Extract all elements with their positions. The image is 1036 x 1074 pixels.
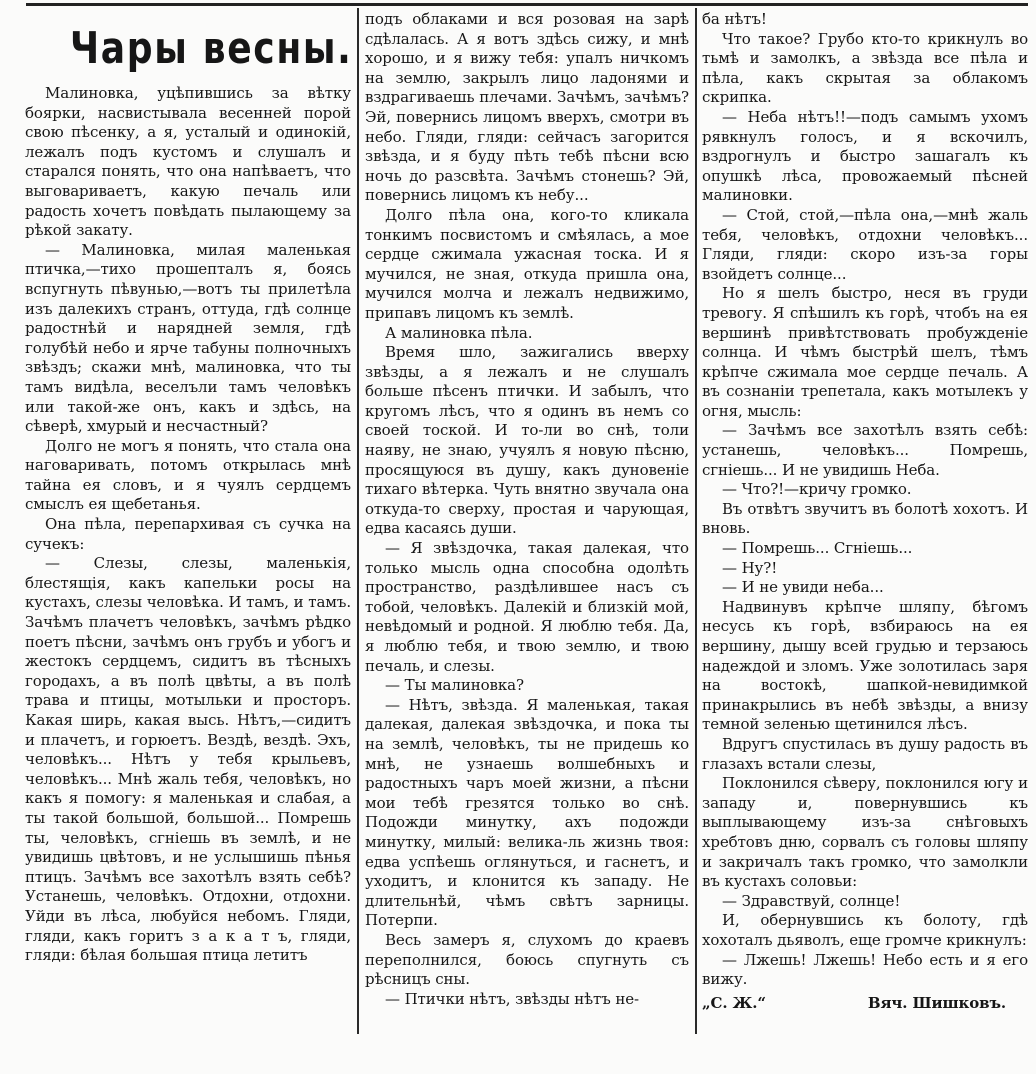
top-rule (26, 3, 1028, 6)
paragraph: Вдругъ спустилась въ душу радость въ глазахъ встали слезы, (702, 734, 1028, 773)
signature-initials: „С. Ж.“ (702, 993, 766, 1012)
article-column-3 (702, 10, 1028, 1013)
paragraph: Долго не могъ я понять, что стала она наговаривать, потомъ открылась мнѣ тайна ея словъ, и я чуялъ сердцемъ смыслъ ея щебетанья. (25, 436, 351, 514)
paragraph: — Ну?! (722, 558, 778, 577)
column-divider (357, 8, 359, 1034)
paragraph: — Зачѣмъ все захотѣлъ взять себѣ: устанешь, человѣкъ... Помрешь, сгнiешь... И не увидишь Неба. (702, 421, 1028, 479)
paragraph: — Ты малиновка? (385, 676, 524, 695)
article-column-2 (365, 10, 689, 1009)
article-column-1 (25, 20, 351, 966)
paragraph: — Нѣтъ, звѣзда. Я маленькая, такая далекая, далекая звѣздочка, и пока ты на землѣ, человѣкъ, ты не придешь ко мнѣ, не узнаешь волшебныхъ и радостныхъ чаръ моей жизни, а пѣсни мои тебѣ грезятся только во снѣ. Подожди минутку, ахъ подожди минутку, милый: велика-ль жизнь твоя: едва успѣешь оглянуться, и гаснетъ, и уходитъ, и клонится къ западу. Не длительнѣй, чѣмъ свѣтъ зарницы. Потерпи. (365, 695, 689, 930)
author-name: Вяч. Шишковъ. (867, 993, 1006, 1012)
paragraph: — Птички нѣтъ, звѣзды нѣтъ не- (385, 989, 640, 1008)
paragraph: — Лжешь! Лжешь! Небо есть и я его вижу. (702, 950, 1028, 989)
paragraph: Но я шелъ быстро, неся въ груди тревогу. Я спѣшилъ къ горѣ, чтобъ на ея вершинѣ привѣтствовать пробужденiе солнца. И чѣмъ быстрѣй шелъ, тѣмъ крѣпче сжимала мое сердце печаль. А въ сознанiи трепетала, какъ мотылекъ у огня, мысль: (702, 284, 1028, 420)
paragraph: И, обернувшись къ болоту, гдѣ хохоталъ дьяволъ, еще громче крикнулъ: (702, 911, 1028, 949)
paragraph: — Помрешь... Сгнiешь... (722, 539, 913, 558)
paragraph: — Слезы, слезы, маленькiя, блестящiя, какъ капельки росы на кустахъ, слезы человѣка. И тамъ, и тамъ. Зачѣмъ плачетъ человѣкъ, зачѣмъ рѣдко поетъ пѣсни, зачѣмъ онъ грубъ и убогъ и жестокъ сердцемъ, сидитъ въ тѣсныхъ городахъ, а въ полѣ цвѣты, а въ полѣ трава и птицы, мотыльки и просторъ. Какая ширь, какая высь. Нѣтъ,—сидитъ и плачетъ, и горюетъ. Вездѣ, вездѣ. Эхъ, человѣкъ... Нѣтъ у тебя крыльевъ, человѣкъ... Мнѣ жаль тебя, человѣкъ, но какъ я помогу: я маленькая и слабая, а ты такой большой, большой... Помрешь ты, человѣкъ, сгнiешь въ землѣ, и не увидишь цвѣтовъ, и не услышишь пѣнья птицъ. Зачѣмъ все захотѣлъ взять себѣ? Устанешь, человѣкъ. Отдохни, отдохни. Уйди въ лѣса, любуйся небомъ. Гляди, гляди, какъ горитъ з а к а т ъ, гляди, гляди: бѣлая большая птица летитъ (25, 554, 351, 965)
paragraph: — Здравствуй, солнце! (722, 891, 901, 910)
paragraph: Что такое? Грубо кто-то крикнулъ во тьмѣ и замолкъ, а звѣзда все пѣла и пѣла, какъ скрытая за облакомъ скрипка. (702, 29, 1028, 107)
paragraph: Долго пѣла она, кого-то кликала тонкимъ посвистомъ и смѣялась, а мое сердце сжимала ужасная тоска. И я мучился, не зная, откуда пришла она, мучился молча и лежалъ недвижимо, припавъ лицомъ къ землѣ. (365, 205, 689, 322)
paragraph: подъ облаками и вся розовая на зарѣ сдѣлалась. А я вотъ здѣсь сижу, и мнѣ хорошо, и я вижу тебя: упалъ ничкомъ на землю, закрылъ лицо ладонями и вздрагиваешь плечами. Зачѣмъ, зачѣмъ? Эй, повернись лицомъ вверхъ, смотри въ небо. Гляди, гляди: сейчасъ загорится звѣзда, и я буду пѣть тебѣ пѣсни всю ночь до разсвѣта. Зачѣмъ стонешь? Эй, повернись лицомъ къ небу... (365, 10, 689, 205)
paragraph: Поклонился сѣверу, поклонился югу и западу и, повернувшись къ выплывающему изъ-за снѣговыхъ хребтовъ дню, сорвалъ съ головы шляпу и закричалъ такъ громко, что замолкли въ кустахъ соловьи: (702, 774, 1028, 891)
paragraph: А малиновка пѣла. (385, 323, 533, 342)
paragraph: — Что?!—кричу громко. (722, 480, 912, 499)
article-title: Чары весны. (70, 23, 353, 74)
paragraph: — Стой, стой,—пѣла она,—мнѣ жаль тебя, человѣкъ, отдохни человѣкъ... Гляди, гляди: скоро изъ-за горы взойдетъ солнце... (702, 205, 1028, 283)
paragraph: ба нѣтъ! (702, 10, 767, 28)
signature-line (702, 994, 1028, 1014)
paragraph: — И не увиди неба... (722, 578, 884, 597)
paragraph: Въ отвѣтъ звучитъ въ болотѣ хохотъ. И вновь. (702, 499, 1028, 538)
paragraph: Время шло, зажигались вверху звѣзды, а я лежалъ и не слушалъ больше пѣсенъ птички. И забылъ, что кругомъ лѣсъ, что я одинъ въ немъ со своей тоской. И то-ли во снѣ, толи наяву, не знаю, учуялъ я новую пѣсню, просящуюся въ душу, какъ дуновенiе тихаго вѣтерка. Чуть внятно звучала она откуда-то сверху, простая и чарующая, едва касаясь души. (365, 343, 689, 538)
paragraph: Она пѣла, перепархивая съ сучка на сучекъ: (25, 515, 351, 553)
paragraph: Малиновка, уцѣпившись за вѣтку боярки, насвистывала весенней порой свою пѣсенку, а я, усталый и одинокiй, лежалъ подъ кустомъ и слушалъ и старался понять, что она напѣваетъ, что выговариваетъ, какую печаль или радость хочетъ повѣдать пылающему за рѣкой закату. (25, 84, 351, 240)
paragraph: Весь замеръ я, слухомъ до краевъ переполнился, боюсь спугнуть съ рѣсницъ сны. (365, 930, 689, 989)
paragraph: Надвинувъ крѣпче шляпу, бѣгомъ несусь къ горѣ, взбираюсь на ея вершину, дышу всей грудью и терзаюсь надеждой и зломъ. Уже золотилась заря на востокѣ, шапкой-невидимкой принакрылись въ небѣ звѣзды, а внизу темной зеленью щетинился лѣсъ. (702, 597, 1028, 734)
paragraph: — Малиновка, милая маленькая птичка,—тихо прошепталъ я, боясь вспугнуть пѣвунью,—вотъ ты прилетѣла изъ далекихъ странъ, оттуда, гдѣ солнце радостнѣй и нарядней земля, гдѣ голубѣй небо и ярче табуны полночныхъ звѣздъ; скажи мнѣ, малиновка, что ты тамъ видѣла, веселъли тамъ человѣкъ или такой-же онъ, какъ и здѣсь, на сѣверѣ, хмурый и несчастный? (25, 240, 351, 436)
paragraph: — Неба нѣтъ!!—подъ самымъ ухомъ рявкнулъ голосъ, и я вскочилъ, вздрогнулъ и быстро зашагалъ къ опушкѣ лѣса, провожаемый пѣсней малиновки. (702, 107, 1028, 205)
column-divider (695, 8, 697, 1034)
paragraph: — Я звѣздочка, такая далекая, что только мысль одна способна одолѣть пространство, раздѣлившее насъ съ тобой, человѣкъ. Далекiй и близкiй мой, невѣдомый и родной. Я люблю тебя. Да, я люблю тебя, и твою землю, и твою печаль, и слезы. (365, 539, 689, 675)
